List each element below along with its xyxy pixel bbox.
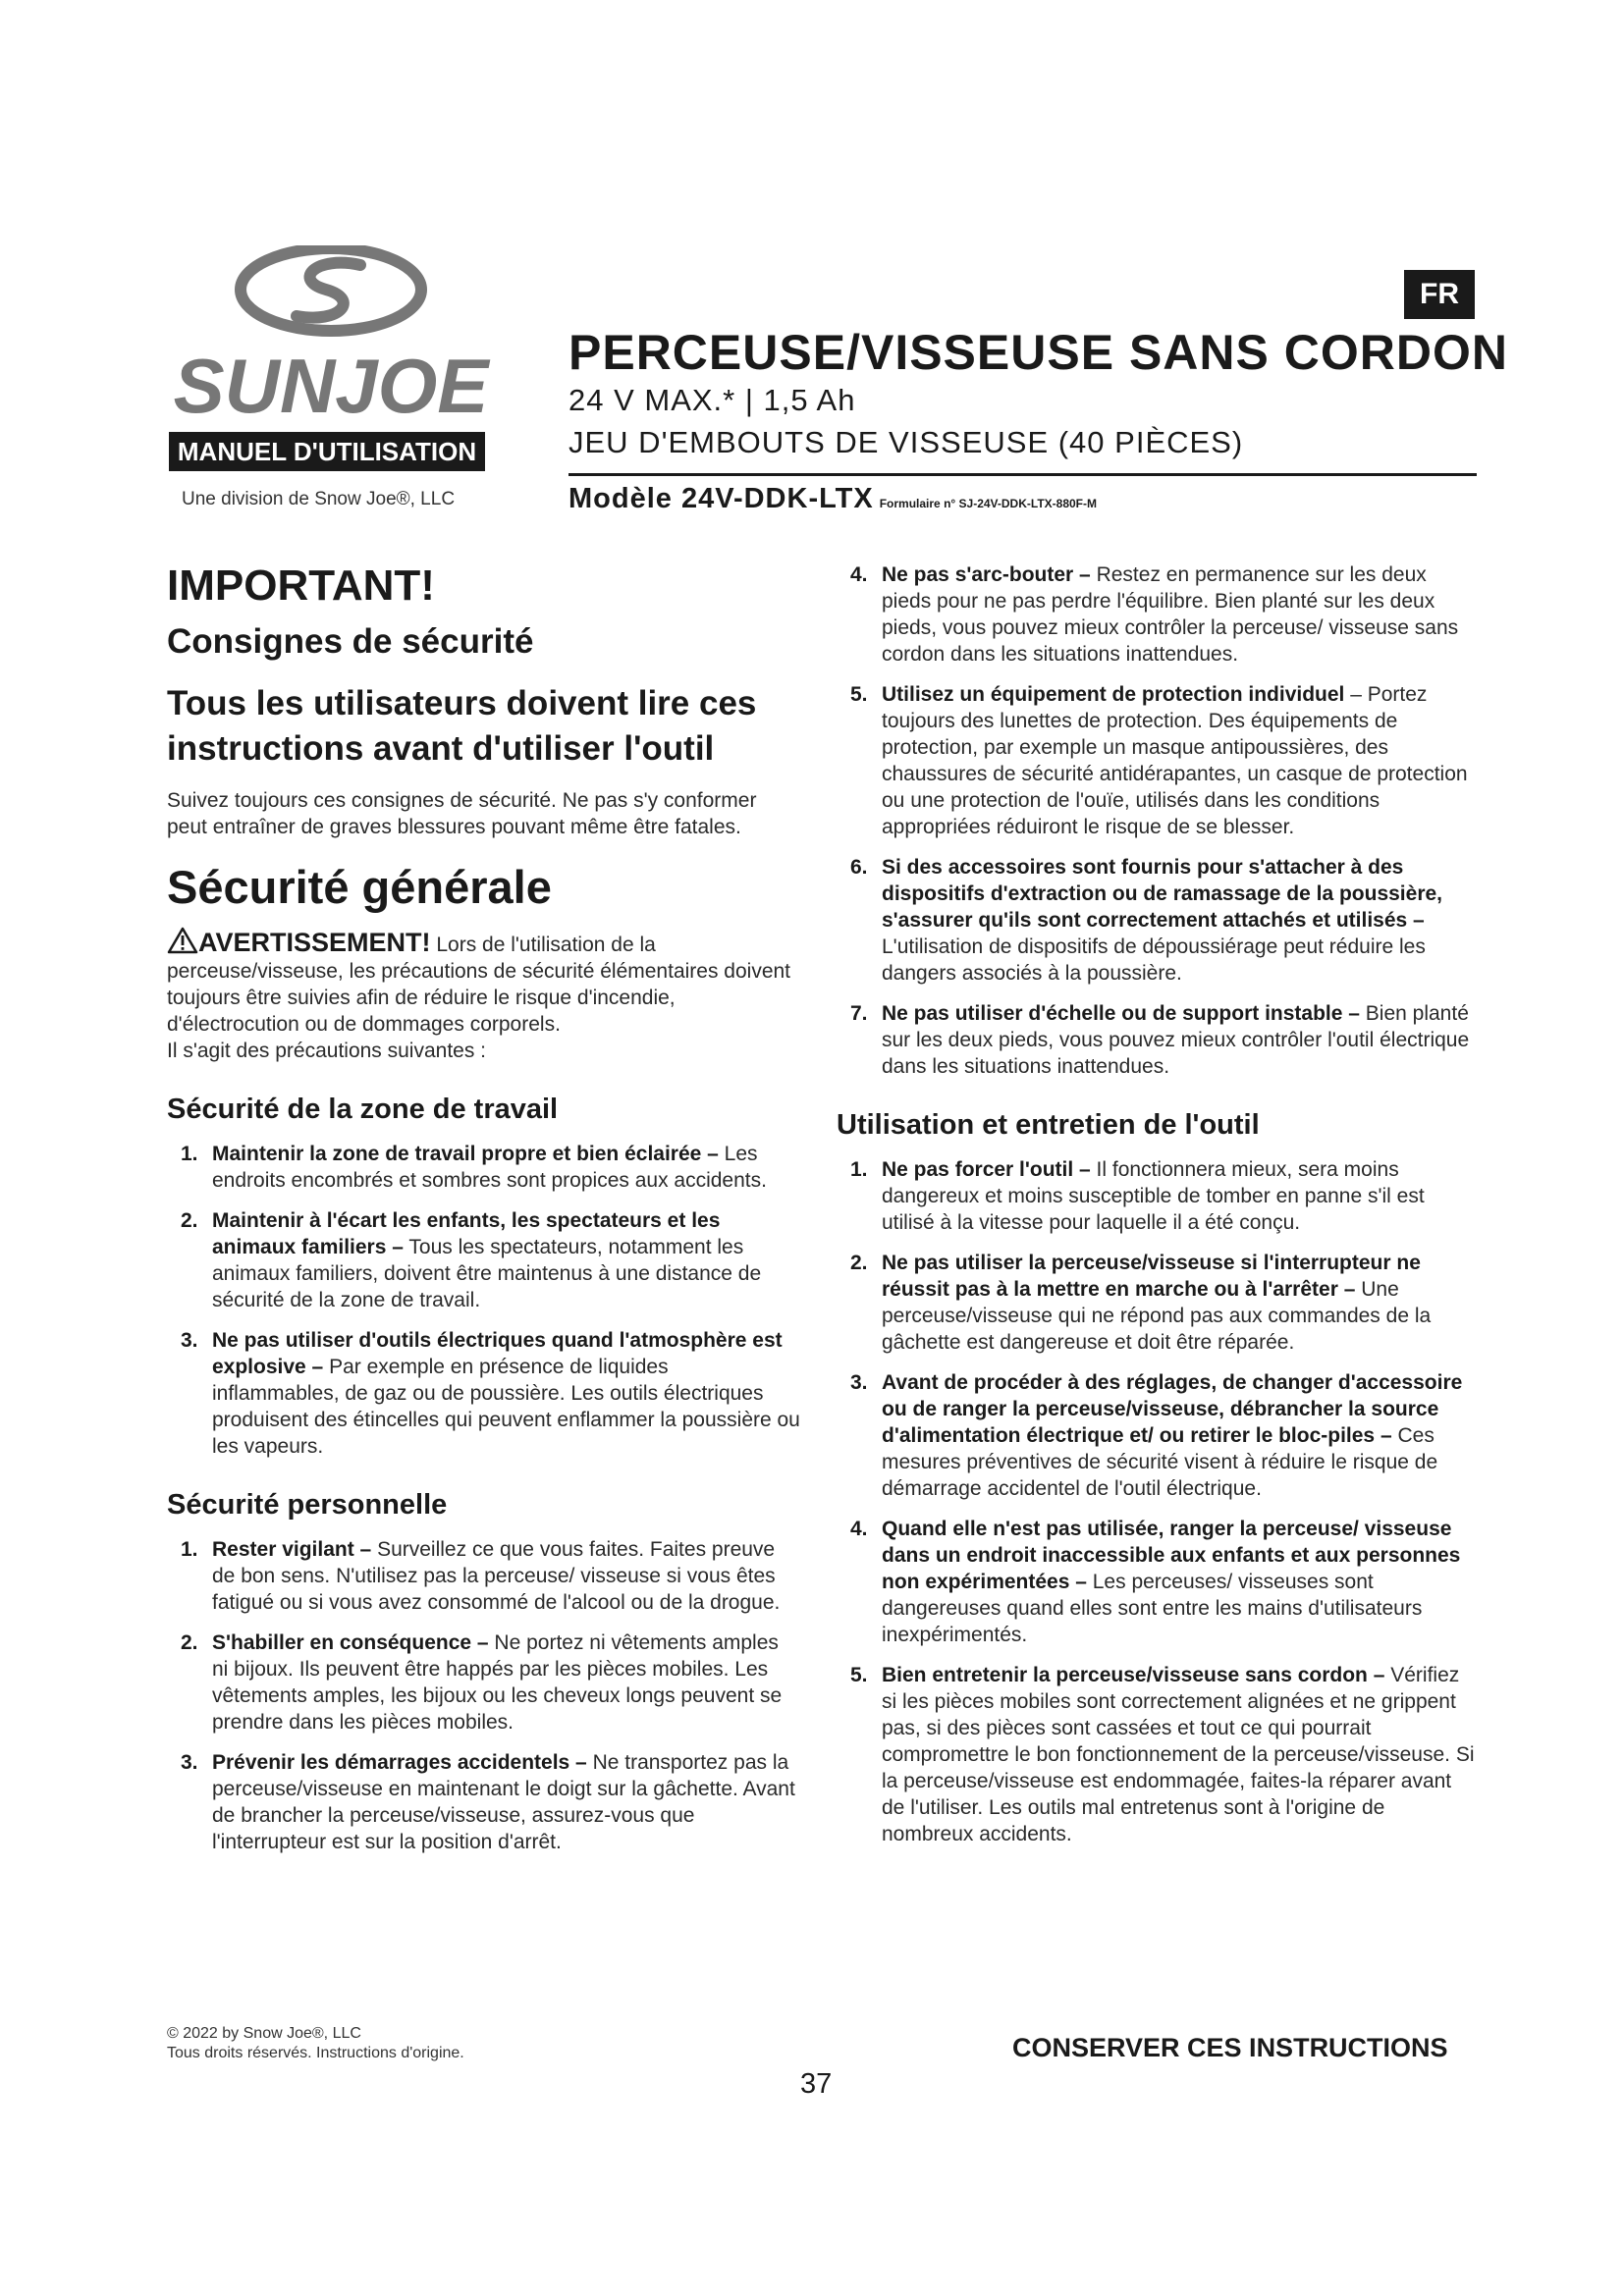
item-text: – Portez toujours des lunettes de protection. Des équipements de protection, par exemple un masque antipoussières, des chaussures de sécurité antidérapantes, un casque de protection ou une protection de l'ouïe, utilisés dans les conditions appropriées réduiront le risque de se blesser.	[882, 683, 1468, 838]
item-number: 2.	[181, 1209, 198, 1232]
item-lead: Utilisez un équipement de protection individuel	[882, 683, 1345, 706]
list-item	[837, 1000, 1475, 1080]
item-lead: Avant de procéder à des réglages, de changer d'accessoire ou de ranger la perceuse/visseuse, débrancher la source d'alimentation électrique et/ ou retirer le bloc-piles –	[882, 1371, 1463, 1447]
keep-instructions: CONSERVER CES INSTRUCTIONS	[1012, 2033, 1448, 2062]
read-instructions-heading: Tous les utilisateurs doivent lire ces instructions avant d'utiliser l'outil	[167, 684, 757, 768]
list-item	[167, 1327, 800, 1460]
list-item	[837, 854, 1475, 987]
important-heading: IMPORTANT!	[167, 561, 435, 610]
warning-text-2: Il s'agit des précautions suivantes :	[167, 1040, 487, 1062]
item-text: Ne portez ni vêtements amples ni bijoux. Ils peuvent être happés par les pièces mobiles. Les vêtements amples, les bijoux ou les cheveux longs peuvent se prendre dans les pièces mobiles.	[212, 1631, 783, 1734]
item-lead: Ne pas utiliser la perceuse/visseuse si l'interrupteur ne réussit pas à la mettre en marche ou à l'arrêter –	[882, 1252, 1421, 1301]
item-text: L'utilisation de dispositifs de dépoussiérage peut réduire les dangers associés à la poussière.	[882, 935, 1426, 985]
item-lead: S'habiller en conséquence –	[212, 1631, 489, 1654]
copyright-line-1: © 2022 by Snow Joe®, LLC	[167, 2025, 361, 2042]
list-item	[837, 1516, 1475, 1648]
item-text: Tous les spectateurs, notamment les animaux familiers, doivent être maintenus à une distance de sécurité de la zone de travail.	[212, 1236, 762, 1311]
form-number: Formulaire n° SJ-24V-DDK-LTX-880F-M	[879, 497, 1097, 510]
item-number: 7.	[850, 1002, 868, 1025]
left-column	[167, 561, 800, 1855]
item-lead: Si des accessoires sont fournis pour s'attacher à des dispositifs d'extraction ou de ramassage de la poussière, s'assurer qu'ils sont correctement attachés et utilisés –	[882, 856, 1443, 932]
item-number: 2.	[181, 1631, 198, 1654]
intro-paragraph: Suivez toujours ces consignes de sécurité. Ne pas s'y conformer peut entraîner de graves blessures pouvant même être fatales.	[167, 789, 757, 838]
item-number: 5.	[850, 683, 868, 706]
item-lead: Maintenir à l'écart les enfants, les spectateurs et les animaux familiers –	[212, 1209, 721, 1258]
item-lead: Rester vigilant –	[212, 1538, 372, 1561]
tool-use-list	[837, 1156, 1475, 1847]
copyright-line-2: Tous droits réservés. Instructions d'origine.	[167, 2045, 464, 2061]
page-number: 37	[800, 2068, 833, 2100]
personal-safety-heading: Sécurité personnelle	[167, 1489, 448, 1521]
personal-safety-list-continued	[837, 561, 1475, 1080]
product-bitset: JEU D'EMBOUTS DE VISSEUSE (40 PIÈCES)	[568, 425, 1244, 459]
tool-use-heading: Utilisation et entretien de l'outil	[837, 1109, 1260, 1141]
model-number: Modèle 24V-DDK-LTX	[568, 483, 874, 514]
list-item	[837, 1156, 1475, 1236]
list-item	[837, 1250, 1475, 1356]
model-line	[568, 483, 1097, 515]
item-text: Restez en permanence sur les deux pieds pour ne pas perdre l'équilibre. Bien planté sur les deux pieds, vous pouvez mieux contrôler la perceuse/ visseuse sans cordon dans les situations inattendues.	[882, 563, 1459, 666]
list-item	[837, 681, 1475, 840]
list-item	[837, 1662, 1475, 1847]
item-lead: Quand elle n'est pas utilisée, ranger la perceuse/ visseuse dans un endroit inaccessible aux enfants et aux personnes non expérimentées –	[882, 1518, 1461, 1593]
product-title: PERCEUSE/VISSEUSE SANS CORDON	[568, 325, 1508, 380]
warning-triangle-icon	[167, 927, 198, 954]
sunjoe-logo-icon	[169, 245, 493, 432]
list-item	[167, 1749, 800, 1855]
language-badge: FR	[1404, 270, 1475, 319]
item-lead: Prévenir les démarrages accidentels –	[212, 1751, 587, 1774]
manual-badge: MANUEL D'UTILISATION	[169, 432, 485, 471]
item-lead: Bien entretenir la perceuse/visseuse sans cordon –	[882, 1664, 1385, 1686]
item-number: 4.	[850, 1518, 868, 1540]
logo-wordmark: SUNJOE	[173, 343, 489, 429]
header-divider	[568, 473, 1477, 476]
warning-text: Lors de l'utilisation de la perceuse/visseuse, les précautions de sécurité élémentaires doivent toujours être suivies afin de réduire le risque d'incendie, d'électrocution ou de dommages corporels.	[167, 934, 791, 1036]
work-area-heading: Sécurité de la zone de travail	[167, 1094, 559, 1125]
item-text: Les endroits encombrés et sombres sont propices aux accidents.	[212, 1143, 767, 1192]
item-text: Surveillez ce que vous faites. Faites preuve de bon sens. N'utilisez pas la perceuse/ visseuse si vous êtes fatigué ou si vous avez consommé de l'alcool ou de la drogue.	[212, 1538, 781, 1614]
safety-heading: Consignes de sécurité	[167, 622, 534, 661]
item-number: 6.	[850, 856, 868, 879]
item-number: 4.	[850, 563, 868, 586]
item-lead: Maintenir la zone de travail propre et bien éclairée –	[212, 1143, 719, 1165]
item-number: 1.	[181, 1143, 198, 1165]
list-item	[167, 1536, 800, 1616]
list-item	[837, 561, 1475, 667]
item-lead: Ne pas utiliser d'échelle ou de support instable –	[882, 1002, 1360, 1025]
division-text: Une division de Snow Joe®, LLC	[182, 489, 456, 509]
item-text: Vérifiez si les pièces mobiles sont correctement alignées et ne grippent pas, si des pièces sont cassées et tout ce qui pourrait compromettre le bon fonctionnement de la perceuse/visseuse. Si la perceuse/visseuse est endommagée, faites-la réparer avant de l'utiliser. Les outils mal entretenus sont à l'origine de nombreux accidents.	[882, 1664, 1475, 1845]
item-text: Par exemple en présence de liquides inflammables, de gaz ou de poussière. Les outils électriques produisent des étincelles qui peuvent enflammer la poussière ou les vapeurs.	[212, 1356, 800, 1458]
copyright	[167, 2024, 464, 2063]
item-number: 1.	[850, 1158, 868, 1181]
item-lead: Ne pas utiliser d'outils électriques quand l'atmosphère est explosive –	[212, 1329, 783, 1378]
item-text: Il fonctionnera mieux, sera moins dangereux et moins susceptible de tomber en panne s'il est utilisé à la vitesse pour laquelle il a été conçu.	[882, 1158, 1425, 1234]
item-number: 3.	[181, 1751, 198, 1774]
warning-label: AVERTISSEMENT!	[198, 928, 431, 957]
item-lead: Ne pas forcer l'outil –	[882, 1158, 1091, 1181]
item-text: Une perceuse/visseuse qui ne répond pas aux commandes de la gâchette est dangereuse et doit être réparée.	[882, 1278, 1432, 1354]
item-text: Ces mesures préventives de sécurité visent à réduire le risque de démarrage accidentel de l'outil électrique.	[882, 1424, 1438, 1500]
list-item	[837, 1369, 1475, 1502]
list-item	[167, 1629, 800, 1735]
general-safety-heading: Sécurité générale	[167, 861, 552, 913]
list-item	[167, 1207, 800, 1313]
item-number: 1.	[181, 1538, 198, 1561]
personal-safety-list	[167, 1536, 800, 1855]
work-area-list	[167, 1141, 800, 1460]
item-text: Bien planté sur les deux pieds, vous pouvez mieux contrôler l'outil électrique dans les situations inattendues.	[882, 1002, 1470, 1078]
item-number: 3.	[181, 1329, 198, 1352]
warning-block	[167, 927, 800, 1064]
item-lead: Ne pas s'arc-bouter –	[882, 563, 1091, 586]
item-text: Les perceuses/ visseuses sont dangereuses quand elles sont entre les mains d'utilisateurs inexpérimentés.	[882, 1571, 1423, 1646]
product-voltage: 24 V MAX.* | 1,5 Ah	[568, 383, 856, 417]
sunjoe-logo	[169, 245, 493, 432]
item-number: 3.	[850, 1371, 868, 1394]
right-column	[837, 561, 1475, 1847]
item-number: 5.	[850, 1664, 868, 1686]
list-item	[167, 1141, 800, 1194]
item-number: 2.	[850, 1252, 868, 1274]
item-text: Ne transportez pas la perceuse/visseuse en maintenant le doigt sur la gâchette. Avant de brancher la perceuse/visseuse, assurez-vous que l'interrupteur est sur la position d'arrêt.	[212, 1751, 795, 1853]
